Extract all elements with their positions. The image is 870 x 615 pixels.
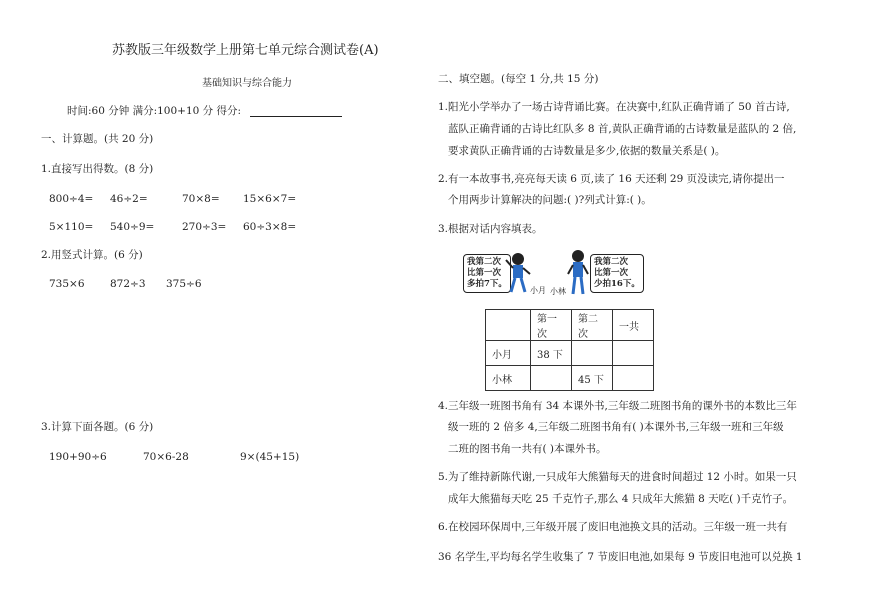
table-cell[interactable]	[613, 341, 654, 366]
p4-line: 4.三年级一班图书角有 34 本课外书,三年级二班图书角的课外书的本数比三年	[438, 400, 797, 412]
p6-line: 36 名学生,平均每名学生收集了 7 节废旧电池,如果每 9 节废旧电池可以兑换 1	[438, 551, 803, 563]
p5-line: 5.为了维持新陈代谢,一只成年大熊猫每天的进食时间超过 12 小时。如果一只	[438, 471, 797, 483]
calc-item: 46÷2=	[110, 193, 148, 205]
speech-bubble-xiaolin: 我第二次 比第一次 少拍16下。	[590, 254, 644, 293]
exam-info: 时间:60 分钟 满分:100+10 分 得分:	[67, 105, 242, 117]
p4-line: 级一班的 2 倍多 4,三年级二班图书角有( )本课外书,三年级一班和三年级	[448, 421, 784, 433]
table-cell: 45 下	[572, 366, 613, 391]
calc-item: 60÷3×8=	[243, 221, 297, 233]
page-subtitle: 基础知识与综合能力	[202, 78, 292, 89]
q3-title: 3.计算下面各题。(6 分)	[41, 421, 154, 433]
vertical-calc-item: 872÷3	[110, 278, 146, 290]
name-xiaoyue: 小月	[530, 286, 546, 295]
girl-figure-icon	[503, 250, 533, 294]
calc-item: 5×110=	[49, 221, 94, 233]
table-header-row	[486, 310, 654, 341]
table-cell[interactable]	[531, 366, 572, 391]
table-cell[interactable]	[613, 366, 654, 391]
table-cell: 一共	[613, 310, 654, 341]
boy-figure-icon	[565, 248, 591, 296]
q2-title: 2.用竖式计算。(6 分)	[41, 249, 143, 261]
p1-line: 要求黄队正确背诵的古诗数量是多少,依据的数量关系是( )。	[448, 145, 726, 157]
mixed-calc-item: 70×6-28	[143, 451, 189, 463]
p2-line: 个用两步计算解决的问题:( )?列式计算:( )。	[448, 194, 652, 206]
calc-item: 70×8=	[182, 193, 220, 205]
calc-item: 540÷9=	[110, 221, 155, 233]
calc-item: 800÷4=	[49, 193, 94, 205]
calc-item: 270÷3=	[182, 221, 227, 233]
p6-line: 6.在校园环保周中,三年级开展了废旧电池换文具的活动。三年级一班一共有	[438, 521, 788, 533]
table-cell[interactable]	[572, 341, 613, 366]
vertical-calc-item: 735×6	[49, 278, 85, 290]
table-cell: 第一次	[531, 310, 572, 341]
vertical-calc-item: 375÷6	[166, 278, 202, 290]
table-cell: 第二次	[572, 310, 613, 341]
section-1-title: 一、计算题。(共 20 分)	[41, 133, 154, 145]
p1-line: 蓝队正确背诵的古诗比红队多 8 首,黄队正确背诵的古诗数量是蓝队的 2 倍,	[448, 123, 797, 135]
p1-line: 1.阳光小学举办了一场古诗背诵比赛。在决赛中,红队正确背诵了 50 首古诗,	[438, 101, 790, 113]
p4-line: 二班的图书角一共有( )本课外书。	[448, 443, 607, 455]
q1-title: 1.直接写出得数。(8 分)	[41, 163, 154, 175]
table-row	[486, 341, 654, 366]
calc-item: 15×6×7=	[243, 193, 297, 205]
section-2-title: 二、填空题。(每空 1 分,共 15 分)	[438, 73, 599, 85]
p3-title: 3.根据对话内容填表。	[438, 223, 543, 235]
table-row	[486, 366, 654, 391]
data-table	[485, 309, 654, 391]
table-cell: 38 下	[531, 341, 572, 366]
speech-bubble-xiaoyue: 我第二次 比第一次 多拍7下。	[463, 254, 511, 293]
p2-line: 2.有一本故事书,亮亮每天读 6 页,读了 16 天还剩 29 页没读完,请你提出一	[438, 173, 785, 185]
name-xiaolin: 小林	[550, 287, 566, 296]
page-title: 苏教版三年级数学上册第七单元综合测试卷(A)	[112, 43, 379, 58]
table-cell: 小林	[486, 366, 531, 391]
p5-line: 成年大熊猫每天吃 25 千克竹子,那么 4 只成年大熊猫 8 天吃( )千克竹子。	[448, 493, 794, 505]
score-blank[interactable]	[250, 116, 342, 117]
mixed-calc-item: 190+90÷6	[49, 451, 107, 463]
table-cell	[486, 310, 531, 341]
table-cell: 小月	[486, 341, 531, 366]
mixed-calc-item: 9×(45+15)	[240, 451, 300, 463]
